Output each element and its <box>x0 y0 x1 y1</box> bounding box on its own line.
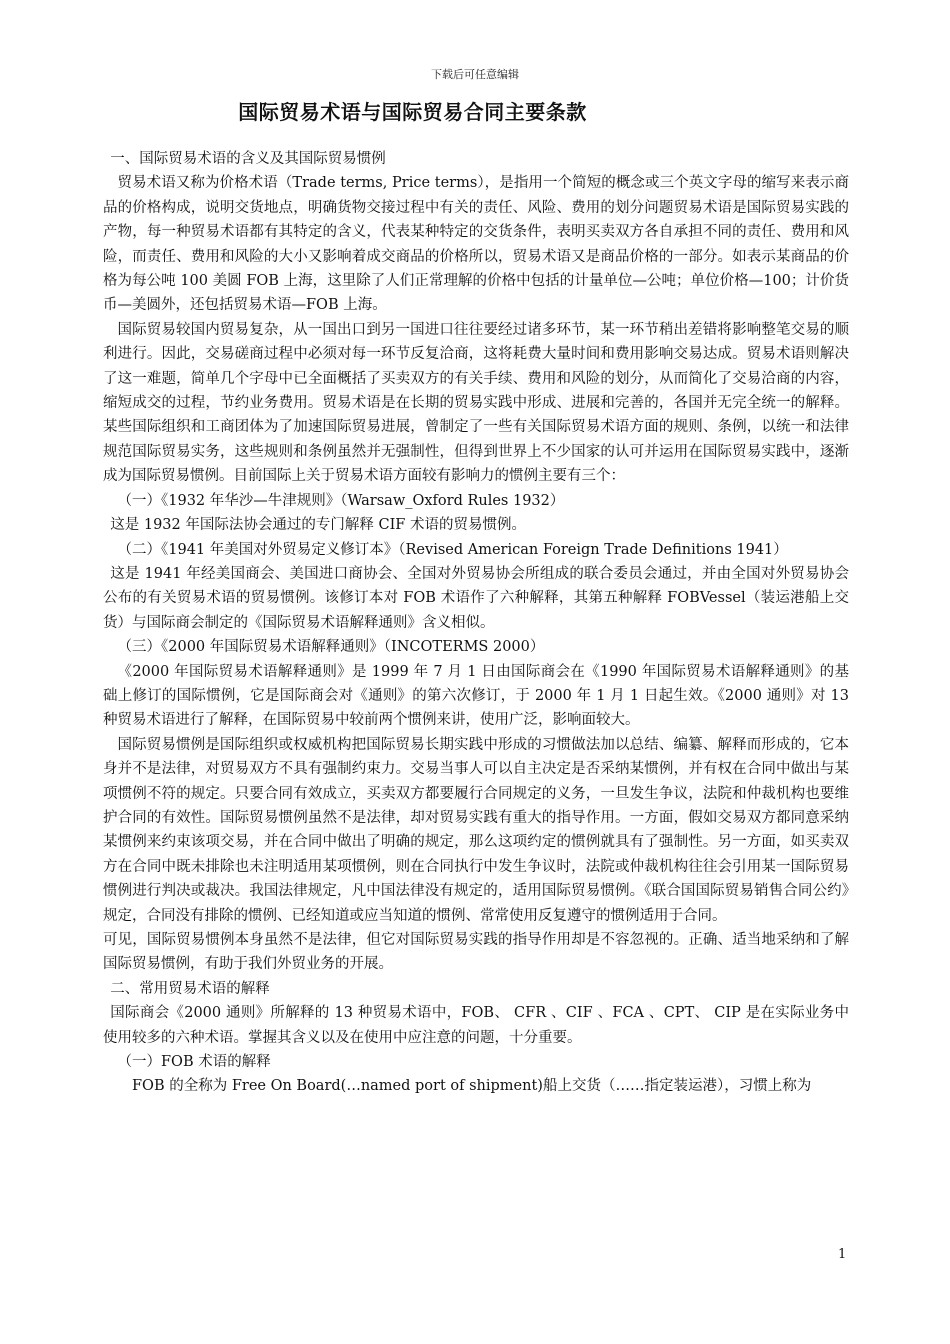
document-title: 国际贸易术语与国际贸易合同主要条款 <box>238 100 587 124</box>
document-body <box>103 147 849 1099</box>
subheading: （二）《1941 年美国对外贸易定义修订本》（Revised American Foreign Trade Definitions 1941） <box>117 541 788 558</box>
paragraph: 贸易术语又称为价格术语（Trade terms, Price terms），是指用一个简短的概念或三个英文字母的缩写来表示商品的价格构成，说明交货地点，明确货物交接过程中有关的责任、风险、费用的划分问题贸易术语是国际贸易实践的产物，每一种贸易术语都有其特定的含义，代表某种特定的交货条件，表明买卖双方各自承担不同的责任、费用和风险，而责任、费用和风险的大小又影响着成交商品的价格所以，贸易术语又是商品价格的一部分。如表示某商品的价格为每公吨 100 美圆 FOB 上海，这里除了人们正常理解的价格中包括的计量单位—公吨；单位价格—100；计价货币—美圆外，还包括贸易术语—FOB 上海。 <box>103 175 849 314</box>
subheading: （一）FOB 术语的解释 <box>117 1054 271 1071</box>
subheading: （一）《1932 年华沙—牛津规则》（Warsaw_Oxford Rules 1932） <box>117 492 565 509</box>
paragraph: 国际贸易较国内贸易复杂，从一国出口到另一国进口往往要经过诸多环节，某一环节稍出差错将影响整笔交易的顺利进行。因此，交易磋商过程中必须对每一环节反复洽商，这将耗费大量时间和费用影响交易达成。贸易术语则解决了这一难题，简单几个字母中已全面概括了买卖双方的有关手续、费用和风险的划分，从而简化了交易洽商的内容，缩短成交的过程，节约业务费用。贸易术语是在长期的贸易实践中形成、进展和完善的，各国并无完全统一的解释。某些国际组织和工商团体为了加速国际贸易进展，曾制定了一些有关国际贸易术语方面的规则、条例，以统一和法律规范国际贸易实务，这些规则和条例虽然并无强制性，但得到世界上不少国家的认可并运用在国际贸易实践中，逐渐成为国际贸易惯例。目前国际上关于贸易术语方面较有影响力的惯例主要有三个： <box>103 321 849 485</box>
subheading: （三）《2000 年国际贸易术语解释通则》（INCOTERMS 2000） <box>117 639 545 656</box>
page-number: 1 <box>838 1247 847 1262</box>
paragraph: 可见，国际贸易惯例本身虽然不是法律，但它对国际贸易实践的指导作用却是不容忽视的。正确、适当地采纳和了解国际贸易惯例，有助于我们外贸业务的开展。 <box>103 932 849 973</box>
header-note: 下载后可任意编辑 <box>431 68 519 81</box>
paragraph: 这是 1932 年国际法协会通过的专门解释 CIF 术语的贸易惯例。 <box>110 517 526 534</box>
section-heading-1: 一、国际贸易术语的含义及其国际贸易惯例 <box>110 151 386 167</box>
paragraph: 国际商会《2000 通则》所解释的 13 种贸易术语中，FOB、 CFR 、CIF 、FCA 、CPT、 CIP 是在实际业务中使用较多的六种术语。掌握其含义以及在使用中应注意的问题，十分重要。 <box>103 1005 849 1046</box>
paragraph: 这是 1941 年经美国商会、美国进口商协会、全国对外贸易协会所组成的联合委员会通过，并由全国对外贸易协会公布的有关贸易术语的贸易惯例。该修订本对 FOB 术语作了六种解释，其第五种解释 FOBVessel（装运港船上交货）与国际商会制定的《国际贸易术语解释通则》含义相似。 <box>103 565 849 631</box>
paragraph: 《2000 年国际贸易术语解释通则》是 1999 年 7 月 1 日由国际商会在《1990 年国际贸易术语解释通则》的基础上修订的国际惯例，它是国际商会对《通则》的第六次修订，于 2000 年 1 月 1 日起生效。《2000 通则》对 13 种贸易术语进行了解释，在国际贸易中较前两个惯例来讲，使用广泛，影响面较大。 <box>103 663 849 729</box>
section-heading-2: 二、常用贸易术语的解释 <box>110 980 270 997</box>
paragraph: 国际贸易惯例是国际组织或权威机构把国际贸易长期实践中形成的习惯做法加以总结、编纂、解释而形成的，它本身并不是法律，对贸易双方不具有强制约束力。交易当事人可以自主决定是否采纳某惯例，并有权在合同中做出与某项惯例不符的规定。只要合同有效成立，买卖双方都要履行合同规定的义务，一旦发生争议，法院和仲裁机构也要维护合同的有效性。国际贸易惯例虽然不是法律，却对贸易实践有重大的指导作用。一方面，假如交易双方都同意采纳某惯例来约束该项交易，并在合同中做出了明确的规定，那么这项约定的惯例就具有了强制性。另一方面，如买卖双方在合同中既未排除也未注明适用某项惯例，则在合同执行中发生争议时，法院或仲裁机构往往会引用某一国际贸易惯例进行判决或裁决。我国法律规定，凡中国法律没有规定的，适用国际贸易惯例。《联合国国际贸易销售合同公约》规定，合同没有排除的惯例、已经知道或应当知道的惯例、常常使用反复遵守的惯例适用于合同。 <box>103 736 849 924</box>
paragraph: FOB 的全称为 Free On Board(…named port of shipment)船上交货（……指定装运港），习惯上称为 <box>132 1078 812 1095</box>
